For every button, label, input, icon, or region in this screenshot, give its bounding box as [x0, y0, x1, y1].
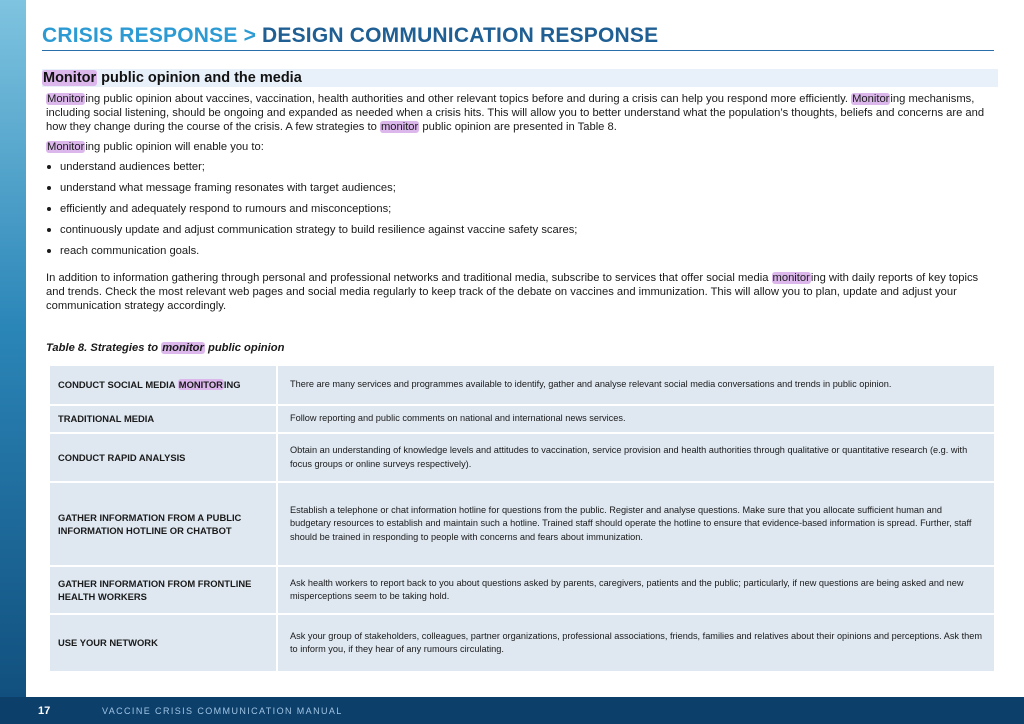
search-highlight: MONITOR: [178, 379, 223, 391]
list-item: understand audiences better;: [46, 160, 996, 181]
strategy-name-cell: [50, 483, 276, 565]
benefits-list: [46, 160, 996, 265]
search-highlight: Monitor: [852, 93, 890, 105]
breadcrumb-crumb-design-communication: DESIGN COMMUNICATION RESPONSE: [262, 24, 659, 47]
table-caption: [46, 342, 284, 354]
strategy-name: CONDUCT RAPID ANALYSIS: [58, 451, 186, 463]
strategy-name-cell: [50, 366, 276, 404]
table-row: [50, 615, 994, 671]
strategy-description: Obtain an understanding of knowledge levels and attitudes to vaccination, service provision and health authorities through qualitative or quantitative research (e.g. with focus groups or online surveys respectively).: [278, 434, 994, 481]
strategy-name: GATHER INFORMATION FROM A PUBLIC INFORMATION HOTLINE OR CHATBOT: [58, 511, 242, 536]
strategy-name: GATHER INFORMATION FROM FRONTLINE HEALTH WORKERS: [58, 577, 252, 602]
strategy-name: USE YOUR NETWORK: [58, 637, 158, 649]
search-highlight: Monitor: [43, 70, 97, 86]
search-highlight: Monitor: [47, 140, 85, 153]
strategy-name-cell: [50, 406, 276, 432]
table-row: [50, 366, 994, 404]
search-highlight: monitor: [772, 271, 810, 284]
left-decorative-band: [0, 0, 26, 724]
strategy-name-cell: [50, 567, 276, 613]
paragraph-text: ing with daily reports of key topics and trends. Check the most relevant web pages and social media regularly to keep track of the debate on vaccines and immunization. This will allow you to plan, update and adjust your communication strategy accordingly.: [46, 271, 979, 313]
strategy-description: Follow reporting and public comments on national and international news services.: [278, 406, 994, 432]
strategy-description: There are many services and programmes available to identify, gather and analyse relevant social media conversations and trends in public opinion.: [278, 366, 994, 404]
caption-text: public opinion: [204, 342, 285, 354]
strategy-description: Ask your group of stakeholders, colleagues, partner organizations, professional associations, friends, families and relatives about their opinions and perceptions. Ask them to inform you, if they hear of any rumours circulating.: [278, 615, 994, 671]
paragraph-text: ing public opinion will enable you to:: [85, 140, 264, 153]
section-heading: [42, 69, 998, 87]
body-content: [46, 92, 996, 318]
strategy-description: Establish a telephone or chat information hotline for questions from the public. Register and analyse questions. Make sure that you allocate sufficient human and budgetary resources to establish and maintain such a hotline. Trained staff should operate the hotline to ensure that evidence-based information is spread. Further, staff should be trained in responding to people with concerns and fears about immunization.: [278, 483, 994, 565]
paragraph-text: public opinion are presented in Table 8.: [419, 121, 617, 134]
paragraph-text: ing public opinion about vaccines, vaccination, health authorities and other relevant topics before and during a crisis can help you respond more efficiently.: [85, 93, 852, 105]
section-heading-text: public opinion and the media: [97, 70, 302, 86]
list-item: continuously update and adjust communication strategy to build resilience against vaccine safety scares;: [46, 223, 996, 244]
strategy-name-cell: [50, 434, 276, 481]
page-number: 17: [38, 705, 51, 717]
breadcrumb-separator: >: [243, 24, 257, 47]
footer-title: VACCINE CRISIS COMMUNICATION MANUAL: [102, 706, 343, 716]
table-row: [50, 483, 994, 565]
strategy-description: Ask health workers to report back to you about questions asked by parents, caregivers, patients and the public; particularly, if new questions are being asked and new misperceptions seem to be taking hold.: [278, 567, 994, 613]
search-highlight: monitor: [162, 342, 204, 354]
table-row: [50, 567, 994, 613]
search-highlight: Monitor: [47, 93, 85, 105]
list-item: reach communication goals.: [46, 244, 996, 265]
caption-text: Table 8. Strategies to: [46, 342, 162, 354]
strategies-table: [48, 364, 996, 673]
page-footer: [0, 697, 1024, 724]
paragraph-enable: [46, 140, 996, 154]
strategy-name: ING: [223, 379, 241, 391]
strategy-name-cell: [50, 615, 276, 671]
strategy-name: TRADITIONAL MEDIA: [58, 413, 155, 425]
table-row: [50, 406, 994, 432]
paragraph-text: In addition to information gathering through personal and professional networks and traditional media, subscribe to services that offer social media: [46, 271, 772, 284]
table-row: [50, 434, 994, 481]
breadcrumb-header: [42, 24, 994, 51]
search-highlight: monitor: [380, 121, 419, 134]
paragraph-social-media: [46, 271, 996, 314]
list-item: efficiently and adequately respond to rumours and misconceptions;: [46, 202, 996, 223]
strategy-name: CONDUCT SOCIAL MEDIA: [58, 379, 178, 391]
list-item: understand what message framing resonates with target audiences;: [46, 181, 996, 202]
breadcrumb-crumb-crisis-response: CRISIS RESPONSE: [42, 24, 238, 47]
paragraph-text: ing mechanisms, including social listening, should be ongoing and expanded as needed when a crisis hits. This will allow you to better understand what the population’s thoughts, beliefs and concerns are and how they change during the course of the crisis. A few strategies to: [46, 93, 985, 134]
paragraph-intro: [46, 92, 996, 135]
